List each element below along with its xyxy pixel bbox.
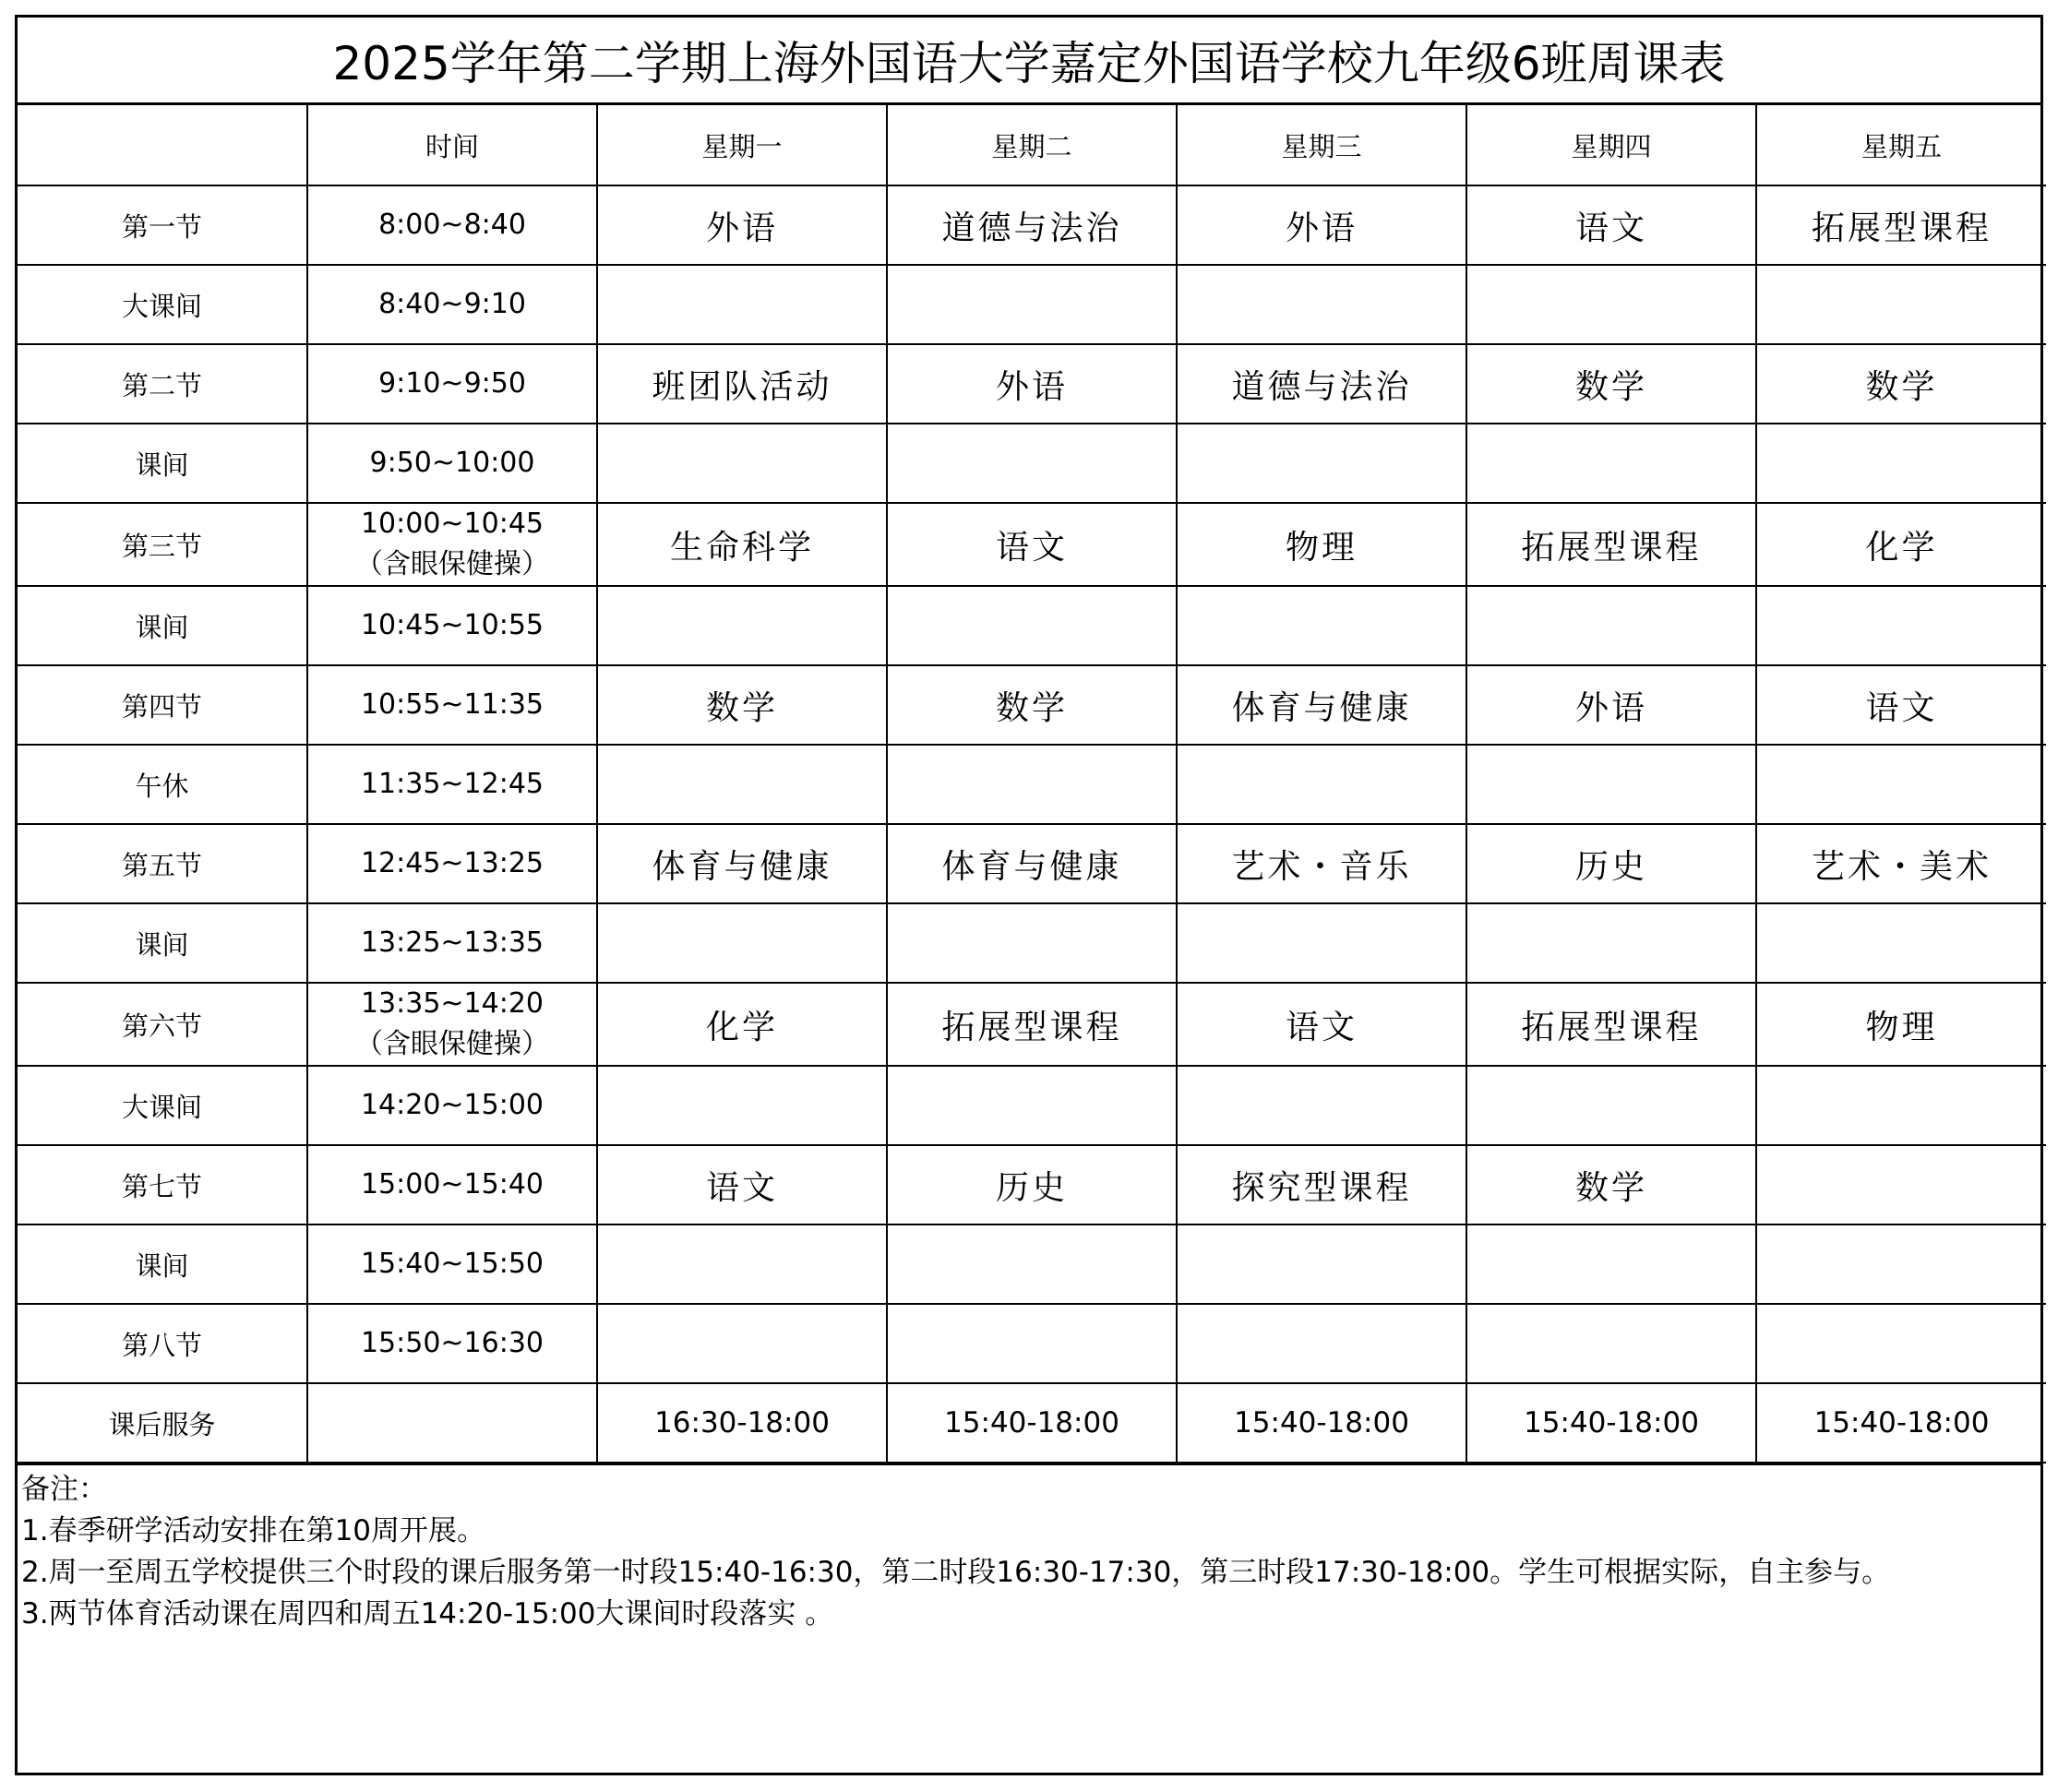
period-time-range: 13:35~14:20 bbox=[360, 987, 544, 1020]
subject-cell bbox=[887, 424, 1177, 503]
after-service-cell: 15:40-18:00 bbox=[1466, 1383, 1756, 1463]
period-label: 第七节 bbox=[18, 1145, 307, 1225]
period-time bbox=[307, 265, 597, 344]
period-time bbox=[307, 503, 597, 586]
after-service-cell: 15:40-18:00 bbox=[1756, 1383, 2046, 1463]
after-service-row bbox=[18, 1383, 2046, 1463]
subject-cell: 艺术・音乐 bbox=[1177, 824, 1466, 903]
schedule-row bbox=[18, 1145, 2046, 1225]
notes-heading: 备注： bbox=[21, 1473, 107, 1506]
period-time-range: 15:50~16:30 bbox=[360, 1327, 544, 1359]
period-time-range: 14:20~15:00 bbox=[360, 1089, 544, 1121]
subject-cell: 外语 bbox=[597, 185, 887, 265]
period-time bbox=[307, 1225, 597, 1304]
period-label: 课间 bbox=[18, 586, 307, 665]
timetable-sheet bbox=[15, 15, 2043, 1775]
page-title: 2025学年第二学期上海外国语大学嘉定外国语学校九年级6班周课表 bbox=[18, 18, 2040, 105]
subject-cell bbox=[887, 586, 1177, 665]
subject-cell bbox=[1177, 1066, 1466, 1145]
schedule-row bbox=[18, 665, 2046, 745]
period-label: 第二节 bbox=[18, 344, 307, 424]
period-label: 第六节 bbox=[18, 983, 307, 1066]
after-service-time bbox=[307, 1383, 597, 1463]
schedule-row bbox=[18, 903, 2046, 983]
period-time-range: 9:10~9:50 bbox=[378, 367, 526, 400]
period-label: 第八节 bbox=[18, 1304, 307, 1383]
period-time-range: 15:40~15:50 bbox=[360, 1248, 544, 1280]
subject-cell: 拓展型课程 bbox=[1466, 983, 1756, 1066]
schedule-row bbox=[18, 1066, 2046, 1145]
subject-cell: 艺术・美术 bbox=[1756, 824, 2046, 903]
subject-cell bbox=[1466, 265, 1756, 344]
period-label: 课间 bbox=[18, 903, 307, 983]
subject-cell: 道德与法治 bbox=[1177, 344, 1466, 424]
schedule-row bbox=[18, 424, 2046, 503]
after-service-cell: 16:30-18:00 bbox=[597, 1383, 887, 1463]
subject-cell: 物理 bbox=[1177, 503, 1466, 586]
subject-cell: 语文 bbox=[597, 1145, 887, 1225]
period-time-range: 8:40~9:10 bbox=[378, 288, 526, 320]
note-item: 1.春季研学活动安排在第10周开展。 bbox=[21, 1514, 486, 1547]
subject-cell bbox=[597, 265, 887, 344]
subject-cell bbox=[597, 903, 887, 983]
subject-cell bbox=[597, 745, 887, 824]
subject-cell bbox=[1466, 745, 1756, 824]
subject-cell: 体育与健康 bbox=[1177, 665, 1466, 745]
period-time bbox=[307, 1145, 597, 1225]
after-service-cell: 15:40-18:00 bbox=[887, 1383, 1177, 1463]
note-item: 3.两节体育活动课在周四和周五14:20-15:00大课间时段落实 。 bbox=[21, 1597, 834, 1631]
header-row bbox=[18, 105, 2046, 185]
period-label: 大课间 bbox=[18, 265, 307, 344]
period-time bbox=[307, 903, 597, 983]
subject-cell bbox=[887, 1225, 1177, 1304]
subject-cell bbox=[1756, 265, 2046, 344]
period-label: 第一节 bbox=[18, 185, 307, 265]
subject-cell bbox=[1756, 745, 2046, 824]
subject-cell: 语文 bbox=[1756, 665, 2046, 745]
subject-cell bbox=[597, 1304, 887, 1383]
schedule-row bbox=[18, 1304, 2046, 1383]
subject-cell: 语文 bbox=[887, 503, 1177, 586]
period-time bbox=[307, 424, 597, 503]
period-label: 午休 bbox=[18, 745, 307, 824]
subject-cell: 数学 bbox=[1756, 344, 2046, 424]
period-label: 大课间 bbox=[18, 1066, 307, 1145]
period-label: 课间 bbox=[18, 424, 307, 503]
period-time bbox=[307, 1066, 597, 1145]
period-time bbox=[307, 665, 597, 745]
subject-cell bbox=[1466, 1304, 1756, 1383]
subject-cell: 物理 bbox=[1756, 983, 2046, 1066]
subject-cell: 数学 bbox=[1466, 1145, 1756, 1225]
subject-cell: 外语 bbox=[1466, 665, 1756, 745]
header-corner-cell bbox=[18, 105, 307, 185]
subject-cell bbox=[887, 1304, 1177, 1383]
period-time-range: 15:00~15:40 bbox=[360, 1168, 544, 1201]
header-day-wed: 星期三 bbox=[1177, 105, 1466, 185]
subject-cell bbox=[1466, 1225, 1756, 1304]
subject-cell: 外语 bbox=[887, 344, 1177, 424]
subject-cell bbox=[1466, 586, 1756, 665]
period-time-range: 10:00~10:45 bbox=[360, 508, 544, 540]
subject-cell bbox=[887, 903, 1177, 983]
subject-cell: 化学 bbox=[1756, 503, 2046, 586]
period-time-note: （含眼保健操） bbox=[355, 548, 549, 580]
schedule-row bbox=[18, 185, 2046, 265]
subject-cell: 拓展型课程 bbox=[1756, 185, 2046, 265]
schedule-row bbox=[18, 745, 2046, 824]
subject-cell bbox=[887, 1066, 1177, 1145]
period-time-range: 10:55~11:35 bbox=[360, 688, 544, 721]
period-label: 第三节 bbox=[18, 503, 307, 586]
subject-cell bbox=[1756, 1145, 2046, 1225]
after-service-cell: 15:40-18:00 bbox=[1177, 1383, 1466, 1463]
subject-cell: 语文 bbox=[1177, 983, 1466, 1066]
subject-cell bbox=[887, 745, 1177, 824]
period-time bbox=[307, 824, 597, 903]
schedule-row bbox=[18, 265, 2046, 344]
subject-cell: 数学 bbox=[887, 665, 1177, 745]
period-time-range: 13:25~13:35 bbox=[360, 926, 544, 959]
note-item: 2.周一至周五学校提供三个时段的课后服务第一时段15:40-16:30，第二时段16:30-17:30，第三时段17:30-18:00。学生可根据实际，自主参与。 bbox=[21, 1556, 1891, 1589]
period-time-range: 9:50~10:00 bbox=[369, 447, 535, 479]
subject-cell bbox=[1756, 424, 2046, 503]
period-time-range: 12:45~13:25 bbox=[360, 847, 544, 879]
period-time-range: 8:00~8:40 bbox=[378, 209, 526, 241]
subject-cell bbox=[1177, 1304, 1466, 1383]
schedule-row bbox=[18, 983, 2046, 1066]
subject-cell: 化学 bbox=[597, 983, 887, 1066]
schedule-row bbox=[18, 1225, 2046, 1304]
subject-cell bbox=[597, 1225, 887, 1304]
subject-cell: 历史 bbox=[1466, 824, 1756, 903]
header-time: 时间 bbox=[307, 105, 597, 185]
subject-cell bbox=[1466, 903, 1756, 983]
subject-cell bbox=[1177, 424, 1466, 503]
subject-cell bbox=[1756, 1225, 2046, 1304]
subject-cell bbox=[1177, 586, 1466, 665]
period-time-range: 10:45~10:55 bbox=[360, 609, 544, 641]
subject-cell bbox=[597, 586, 887, 665]
subject-cell: 班团队活动 bbox=[597, 344, 887, 424]
period-time bbox=[307, 983, 597, 1066]
period-label: 第四节 bbox=[18, 665, 307, 745]
period-time bbox=[307, 745, 597, 824]
subject-cell bbox=[1466, 424, 1756, 503]
subject-cell bbox=[1466, 1066, 1756, 1145]
subject-cell bbox=[1756, 586, 2046, 665]
header-day-thu: 星期四 bbox=[1466, 105, 1756, 185]
period-label: 课间 bbox=[18, 1225, 307, 1304]
subject-cell: 体育与健康 bbox=[597, 824, 887, 903]
subject-cell bbox=[597, 424, 887, 503]
subject-cell bbox=[1177, 903, 1466, 983]
schedule-table bbox=[18, 105, 2046, 1463]
period-time-note: （含眼保健操） bbox=[355, 1028, 549, 1060]
subject-cell: 历史 bbox=[887, 1145, 1177, 1225]
subject-cell bbox=[1756, 903, 2046, 983]
subject-cell: 道德与法治 bbox=[887, 185, 1177, 265]
period-time-range: 11:35~12:45 bbox=[360, 768, 544, 800]
subject-cell bbox=[1756, 1304, 2046, 1383]
header-day-fri: 星期五 bbox=[1756, 105, 2046, 185]
subject-cell: 数学 bbox=[1466, 344, 1756, 424]
period-time bbox=[307, 185, 597, 265]
subject-cell: 拓展型课程 bbox=[887, 983, 1177, 1066]
subject-cell bbox=[597, 1066, 887, 1145]
schedule-row bbox=[18, 824, 2046, 903]
subject-cell: 生命科学 bbox=[597, 503, 887, 586]
subject-cell bbox=[1756, 1066, 2046, 1145]
schedule-row bbox=[18, 344, 2046, 424]
subject-cell: 探究型课程 bbox=[1177, 1145, 1466, 1225]
schedule-row bbox=[18, 503, 2046, 586]
subject-cell: 语文 bbox=[1466, 185, 1756, 265]
schedule-row bbox=[18, 586, 2046, 665]
period-time bbox=[307, 586, 597, 665]
notes-section bbox=[18, 1463, 2040, 1635]
header-day-tue: 星期二 bbox=[887, 105, 1177, 185]
period-time bbox=[307, 1304, 597, 1383]
subject-cell bbox=[1177, 1225, 1466, 1304]
subject-cell bbox=[887, 265, 1177, 344]
subject-cell: 外语 bbox=[1177, 185, 1466, 265]
subject-cell bbox=[1177, 265, 1466, 344]
subject-cell bbox=[1177, 745, 1466, 824]
after-service-label: 课后服务 bbox=[18, 1383, 307, 1463]
header-day-mon: 星期一 bbox=[597, 105, 887, 185]
subject-cell: 体育与健康 bbox=[887, 824, 1177, 903]
subject-cell: 拓展型课程 bbox=[1466, 503, 1756, 586]
subject-cell: 数学 bbox=[597, 665, 887, 745]
period-time bbox=[307, 344, 597, 424]
period-label: 第五节 bbox=[18, 824, 307, 903]
